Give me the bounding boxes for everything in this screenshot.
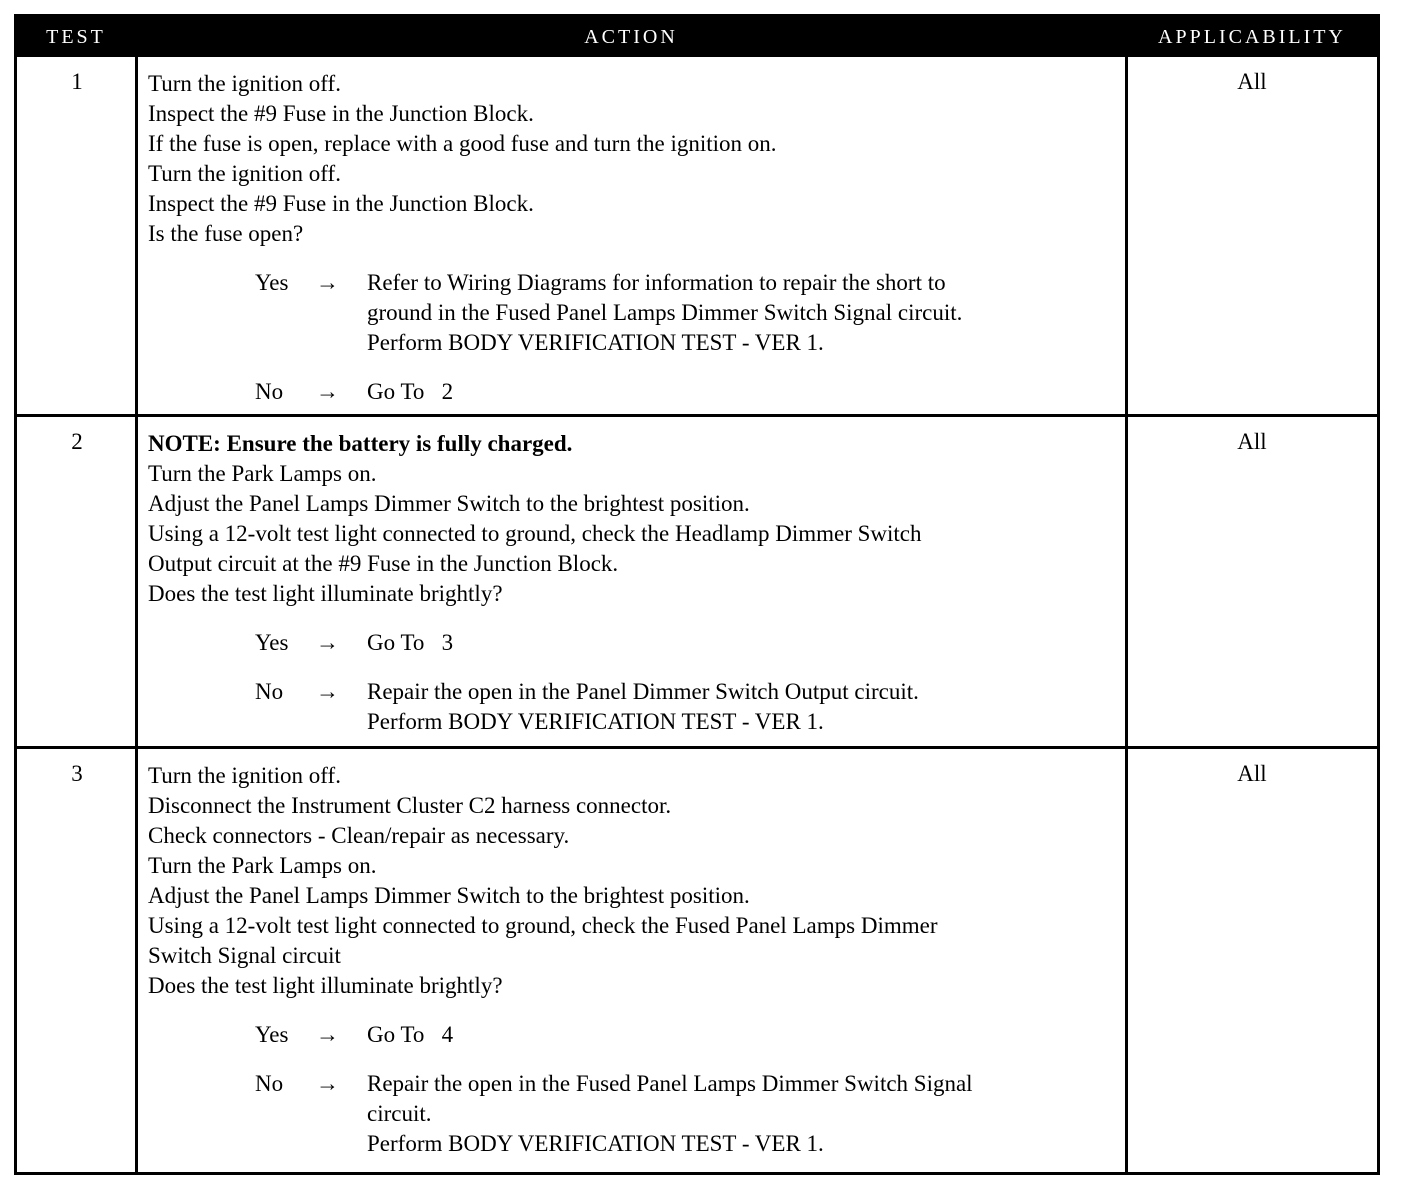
action-cell (148, 429, 1133, 737)
no-branch (148, 377, 1133, 407)
action-line: If the fuse is open, replace with a good fuse and turn the ignition on. (148, 131, 777, 156)
result-line: Go To 2 (367, 379, 454, 404)
arrow-right-icon: → (316, 1071, 339, 1096)
arrow-right-icon: → (316, 679, 339, 704)
row-divider (17, 414, 1377, 417)
yes-branch (148, 628, 1133, 658)
action-line: Switch Signal circuit (148, 943, 341, 968)
action-line: Disconnect the Instrument Cluster C2 harness connector. (148, 793, 672, 818)
action-cell (148, 69, 1133, 407)
table-header (17, 17, 1377, 57)
result-line: Perform BODY VERIFICATION TEST - VER 1. (367, 709, 824, 734)
action-line: Turn the ignition off. (148, 71, 341, 96)
action-line: Using a 12-volt test light connected to ground, check the Headlamp Dimmer Switch (148, 521, 922, 546)
no-branch (148, 677, 1133, 737)
action-line: Turn the Park Lamps on. (148, 461, 377, 486)
no-branch (148, 1069, 1133, 1159)
action-line: Turn the ignition off. (148, 763, 341, 788)
result-line: ground in the Fused Panel Lamps Dimmer Switch Signal circuit. (367, 300, 963, 325)
row-divider (17, 746, 1377, 749)
column-divider (135, 57, 138, 1172)
test-number: 3 (71, 761, 83, 786)
yes-result (367, 628, 1127, 658)
yes-label: Yes (255, 1022, 289, 1047)
action-line: Turn the Park Lamps on. (148, 853, 377, 878)
note-line: NOTE: Ensure the battery is fully charged. (148, 431, 573, 456)
action-line: Does the test light illuminate brightly? (148, 973, 503, 998)
applicability-value: All (1237, 761, 1267, 786)
diagnostic-table (14, 14, 1380, 1175)
yes-label: Yes (255, 270, 289, 295)
arrow-right-icon: → (316, 630, 339, 655)
action-line: Adjust the Panel Lamps Dimmer Switch to the brightest position. (148, 491, 750, 516)
header-applicability: APPLICABILITY (1158, 26, 1346, 48)
applicability-value: All (1237, 429, 1267, 454)
action-line: Check connectors - Clean/repair as necessary. (148, 823, 570, 848)
result-line: Perform BODY VERIFICATION TEST - VER 1. (367, 1131, 824, 1156)
yes-branch (148, 268, 1133, 358)
no-label: No (255, 679, 284, 704)
result-line: Go To 4 (367, 1022, 454, 1047)
no-result (367, 1069, 1127, 1159)
no-label: No (255, 379, 284, 404)
arrow-right-icon: → (316, 379, 339, 404)
result-line: Repair the open in the Panel Dimmer Switch Output circuit. (367, 679, 919, 704)
result-line: Go To 3 (367, 630, 454, 655)
arrow-right-icon: → (316, 1022, 339, 1047)
no-label: No (255, 1071, 284, 1096)
no-result (367, 677, 1127, 737)
yes-result (367, 268, 1127, 358)
result-line: circuit. (367, 1101, 432, 1126)
action-line: Turn the ignition off. (148, 161, 341, 186)
action-line: Using a 12-volt test light connected to ground, check the Fused Panel Lamps Dimmer (148, 913, 938, 938)
result-line: Perform BODY VERIFICATION TEST - VER 1. (367, 330, 824, 355)
header-action: ACTION (584, 26, 678, 48)
action-line: Inspect the #9 Fuse in the Junction Block. (148, 101, 534, 126)
yes-branch (148, 1020, 1133, 1050)
yes-label: Yes (255, 630, 289, 655)
header-test: TEST (46, 26, 106, 48)
applicability-value: All (1237, 69, 1267, 94)
result-line: Repair the open in the Fused Panel Lamps Dimmer Switch Signal (367, 1071, 973, 1096)
action-line: Is the fuse open? (148, 221, 304, 246)
result-line: Refer to Wiring Diagrams for information to repair the short to (367, 270, 946, 295)
action-line: Output circuit at the #9 Fuse in the Junction Block. (148, 551, 619, 576)
yes-result (367, 1020, 1127, 1050)
action-line: Does the test light illuminate brightly? (148, 581, 503, 606)
test-number: 1 (71, 69, 83, 94)
action-cell (148, 761, 1133, 1159)
action-line: Inspect the #9 Fuse in the Junction Block. (148, 191, 534, 216)
action-line: Adjust the Panel Lamps Dimmer Switch to the brightest position. (148, 883, 750, 908)
test-number: 2 (71, 429, 83, 454)
no-result (367, 377, 1127, 407)
arrow-right-icon: → (316, 270, 339, 295)
